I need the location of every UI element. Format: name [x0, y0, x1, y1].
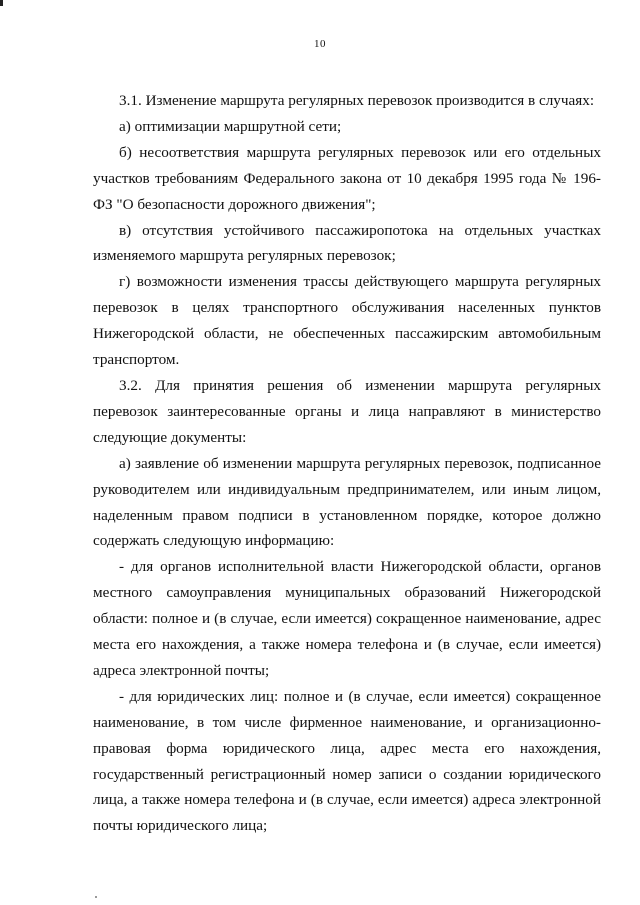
list-item-executive-bodies: - для органов исполнительной власти Нижегородской области, органов местного самоуправления муниципальных образований Нижегородской области: полное и (в случае, если имеется) сокращенное наименование, адрес места его нахождения, а также номера телефона и (в случае, если имеется) адреса электронной почты;	[93, 558, 601, 679]
paragraph-3-1-b: б) несоответствия маршрута регулярных перевозок или его отдельных участков требованиям Федерального закона от 10 декабря 1995 года № 196-ФЗ "О безопасности дорожного движения";	[93, 143, 601, 213]
paragraph-3-1: 3.1. Изменение маршрута регулярных перевозок производится в случаях:	[119, 92, 595, 109]
list-item-legal-entities: - для юридических лиц: полное и (в случае, если имеется) сокращенное наименование, в том числе фирменное наименование, и организационно-правовая форма юридического лица, адрес места его нахождения, государственный регистрационный номер записи о создании юридического лица, а также номера телефона и (в случае, если имеется) адреса электронной почты юридического лица;	[93, 687, 601, 835]
paragraph-3-1-a: а) оптимизации маршрутной сети;	[119, 117, 342, 135]
paragraph-3-2: 3.2. Для принятия решения об изменении маршрута регулярных перевозок заинтересованные органы и лица направляют в министерство следующие документы:	[93, 376, 601, 446]
paragraph-3-1-v: в) отсутствия устойчивого пассажиропотока на отдельных участках изменяемого маршрута регулярных перевозок;	[93, 221, 601, 265]
paragraph-3-2-a: а) заявление об изменении маршрута регулярных перевозок, подписанное руководителем или индивидуальным предпринимателем, или иным лицом, наделенным правом подписи в установленном порядке, которое должно содержать следующую информацию:	[93, 454, 601, 550]
page-number: 10	[314, 38, 326, 50]
scan-corner-mark	[0, 0, 3, 6]
scan-dot-mark	[95, 896, 97, 898]
document-body	[93, 88, 601, 839]
paragraph-3-1-g: г) возможности изменения трассы действующего маршрута регулярных перевозок в целях транспортного обслуживания населенных пунктов Нижегородской области, не обеспеченных пассажирским автомобильным транспортом.	[93, 273, 601, 369]
